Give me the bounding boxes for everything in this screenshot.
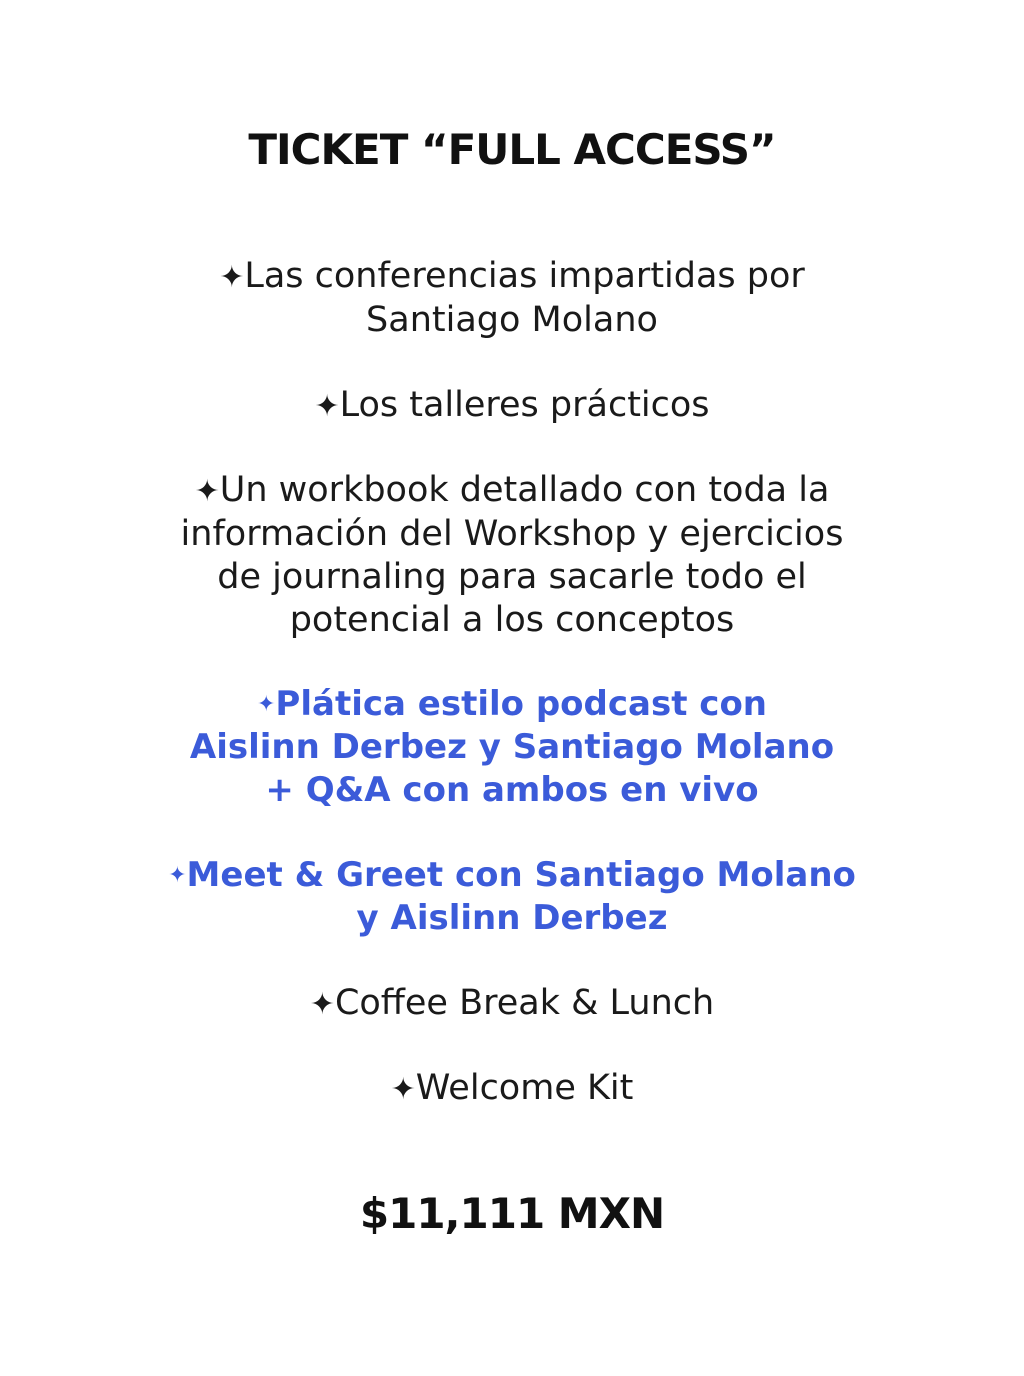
benefit-line: y Aislinn Derbez	[356, 898, 668, 938]
benefit-workbook	[40, 469, 984, 642]
benefit-line: ✦Las conferencias impartidas por	[219, 256, 805, 296]
benefit-line: Aislinn Derbez y Santiago Molano	[189, 727, 835, 767]
benefit-line: Santiago Molano	[366, 300, 658, 340]
sparkle-icon: ✦	[194, 474, 220, 509]
sparkle-icon: ✦	[390, 1072, 416, 1107]
benefit-line: + Q&A con ambos en vivo	[265, 770, 759, 810]
benefit-line: de journaling para sacarle todo el	[217, 557, 807, 597]
sparkle-icon: ✦	[309, 987, 335, 1022]
benefit-conferences	[40, 255, 984, 342]
ticket-price: $11,111 MXN	[359, 1189, 665, 1238]
sparkle-icon: ✦	[314, 389, 340, 424]
benefit-line: ✦Welcome Kit	[390, 1068, 634, 1108]
sparkle-icon: ✦	[219, 260, 245, 295]
benefit-welcome-kit	[40, 1067, 984, 1111]
benefit-coffee-lunch	[40, 982, 984, 1026]
benefit-podcast-talk	[40, 683, 984, 812]
benefit-line: ✦Coffee Break & Lunch	[309, 983, 715, 1023]
benefit-line: información del Workshop y ejercicios	[180, 514, 844, 554]
ticket-title: TICKET “FULL ACCESS”	[248, 125, 776, 174]
benefit-line: ✦Un workbook detallado con toda la	[194, 470, 830, 510]
benefit-line: potencial a los conceptos	[289, 600, 735, 640]
benefit-line: ✦Meet & Greet con Santiago Molano	[168, 855, 856, 895]
benefit-line: ✦Plática estilo podcast con	[256, 684, 768, 724]
benefit-line: ✦Los talleres prácticos	[314, 385, 710, 425]
sparkle-icon: ✦	[168, 863, 187, 888]
sparkle-icon: ✦	[256, 692, 276, 717]
benefit-meet-greet	[40, 854, 984, 940]
benefit-workshops	[40, 384, 984, 428]
